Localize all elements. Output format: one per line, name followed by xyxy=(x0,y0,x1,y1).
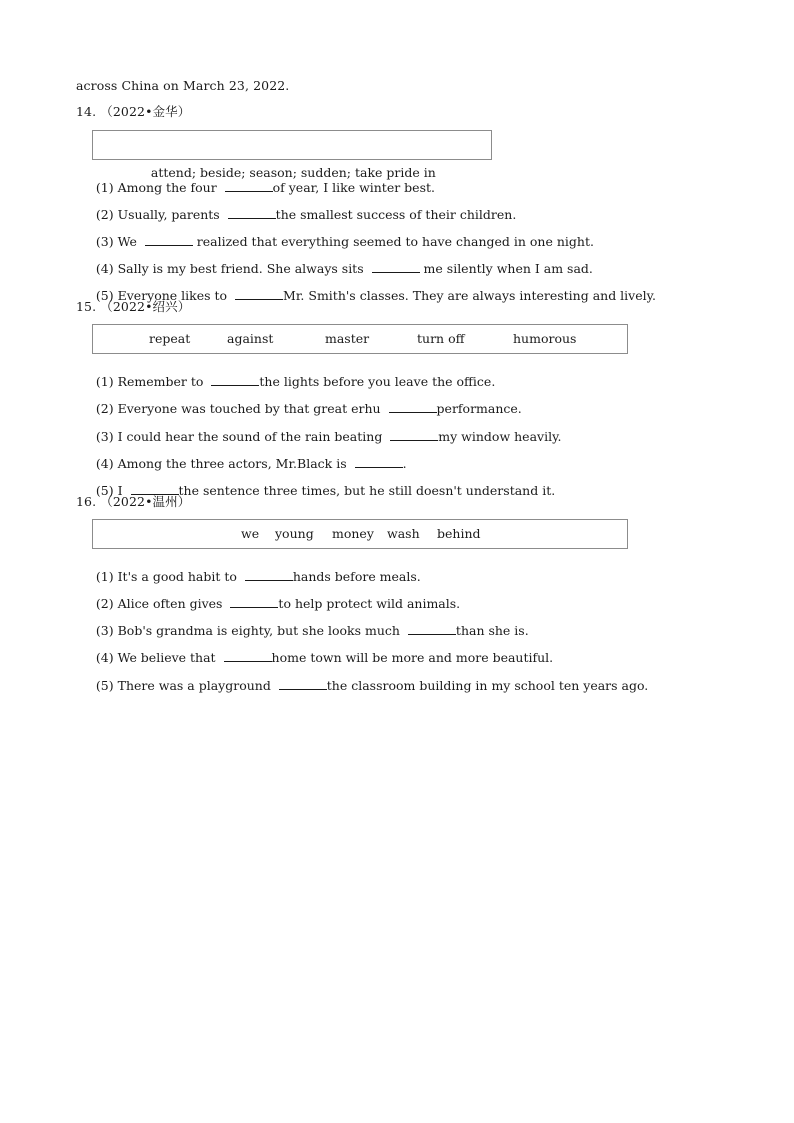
q14-item-2: (2) Usually, parents the smallest success of their children. xyxy=(95,207,517,222)
q14-item-3: (3) We realized that everything seemed to have changed in one night. xyxy=(95,234,594,249)
q16-word-box xyxy=(92,519,628,549)
q15-item-5: (5) I the sentence three times, but he still doesn't understand it. xyxy=(95,483,556,498)
q16-word: young xyxy=(275,526,314,541)
answer-blank[interactable] xyxy=(389,401,437,413)
q16-heading: 16. （2022•温州） xyxy=(76,494,191,509)
q14-item-1: (1) Among the four of year, I like winter best. xyxy=(95,180,435,195)
answer-blank[interactable] xyxy=(235,288,283,300)
q15-word: humorous xyxy=(513,331,577,346)
q15-word: repeat xyxy=(149,331,191,346)
q16-item-4: (4) We believe that home town will be more and more beautiful. xyxy=(95,650,554,665)
q15-item-3: (3) I could hear the sound of the rain beating my window heavily. xyxy=(95,429,562,444)
answer-blank[interactable] xyxy=(279,678,327,690)
q14-item-4: (4) Sally is my best friend. She always sits me silently when I am sad. xyxy=(95,261,593,276)
q16-item-3: (3) Bob's grandma is eighty, but she looks much than she is. xyxy=(95,623,529,638)
q16-word: behind xyxy=(437,526,481,541)
intro-line: across China on March 23, 2022. xyxy=(76,78,290,93)
q15-item-2: (2) Everyone was touched by that great erhu performance. xyxy=(95,401,522,416)
q16-item-5: (5) There was a playground the classroom building in my school ten years ago. xyxy=(95,678,649,693)
q15-word: against xyxy=(227,331,274,346)
q15-heading: 15. （2022•绍兴） xyxy=(76,299,191,314)
q15-word: master xyxy=(325,331,370,346)
answer-blank[interactable] xyxy=(224,650,272,662)
q16-word: money xyxy=(332,526,374,541)
q14-heading: 14. （2022•金华） xyxy=(76,104,191,119)
q14-word-list: attend; beside; season; sudden; take pride in xyxy=(150,165,436,180)
q16-word: we xyxy=(241,526,260,541)
q15-item-1: (1) Remember to the lights before you leave the office. xyxy=(95,374,496,389)
q15-word-box xyxy=(92,324,628,354)
q16-word: wash xyxy=(387,526,420,541)
q16-item-1: (1) It's a good habit to hands before meals. xyxy=(95,569,421,584)
q14-item-5: (5) Everyone likes to Mr. Smith's classes. They are always interesting and lively. xyxy=(95,288,657,303)
q14-word-box xyxy=(92,130,492,180)
q15-item-4: (4) Among the three actors, Mr.Black is . xyxy=(95,456,407,471)
q15-word: turn off xyxy=(417,331,465,346)
q16-item-2: (2) Alice often gives to help protect wild animals. xyxy=(95,596,461,611)
